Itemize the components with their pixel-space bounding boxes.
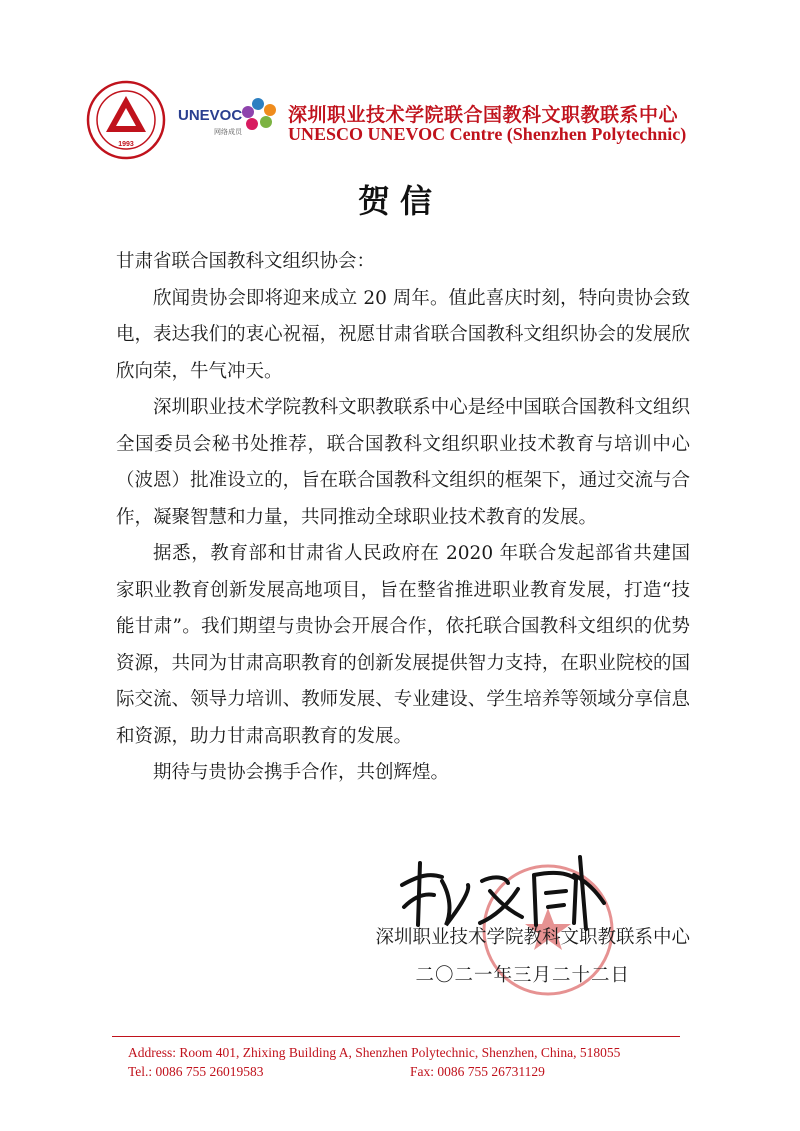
unevoc-logo-text: UNEVOC bbox=[178, 107, 243, 124]
footer-address: Address: Room 401, Zhixing Building A, Shenzhen Polytechnic, Shenzhen, China, 518055 bbox=[128, 1045, 621, 1060]
header-org-en: UNESCO UNEVOC Centre (Shenzhen Polytechnic) bbox=[288, 124, 687, 144]
letter-body bbox=[116, 244, 690, 792]
letter-title: 贺信 bbox=[357, 182, 442, 220]
unevoc-logo-subtext: 网络成员 bbox=[214, 128, 242, 136]
handwritten-signature-icon bbox=[390, 845, 610, 935]
footer-fax: Fax: 0086 755 26731129 bbox=[410, 1064, 545, 1079]
header-org-cn: 深圳职业技术学院联合国教科文职教联系中心 bbox=[288, 104, 679, 126]
letter-paragraph: 深圳职业技术学院教科文职教联系中心是经中国联合国教科文组织全国委员会秘书处推荐，联合国教科文组织职业技术教育与培训中心（波恩）批准设立的，旨在联合国教科文组织的框架下，通过交流与合作，凝聚智慧和力量，共同推动全球职业技术教育的发展。 bbox=[116, 397, 690, 528]
signature-date: 二〇二一年三月二十二日 bbox=[415, 965, 630, 986]
shenzhen-polytechnic-seal-icon bbox=[86, 80, 166, 160]
footer-telephone: Tel.: 0086 755 26019583 bbox=[128, 1064, 264, 1079]
signature-organization: 深圳职业技术学院教科文职教联系中心 bbox=[375, 927, 690, 948]
seal-year: 1993 bbox=[118, 141, 134, 148]
letter-paragraph: 据悉，教育部和甘肃省人民政府在 2020 年联合发起部省共建国家职业教育创新发展高地项目，旨在整省推进职业教育发展，打造“技能甘肃”。我们期望与贵协会开展合作，依托联合国教科文组织的优势资源，共同为甘肃高职教育的创新发展提供智力支持，在职业院校的国际交流、领导力培训、教师发展、专业建设、学生培养等领域分享信息和资源，助力甘肃高职教育的发展。 bbox=[116, 543, 690, 747]
letter-salutation: 甘肃省联合国教科文组织协会： bbox=[116, 251, 376, 272]
unevoc-logo-icon bbox=[176, 88, 286, 144]
letter-paragraph: 期待与贵协会携手合作，共创辉煌。 bbox=[153, 762, 450, 783]
letter-paragraph: 欣闻贵协会即将迎来成立 20 周年。值此喜庆时刻，特向贵协会致电，表达我们的衷心祝福，祝愿甘肃省联合国教科文组织协会的发展欣欣向荣，牛气冲天。 bbox=[116, 287, 690, 382]
footer-divider bbox=[112, 1036, 680, 1037]
